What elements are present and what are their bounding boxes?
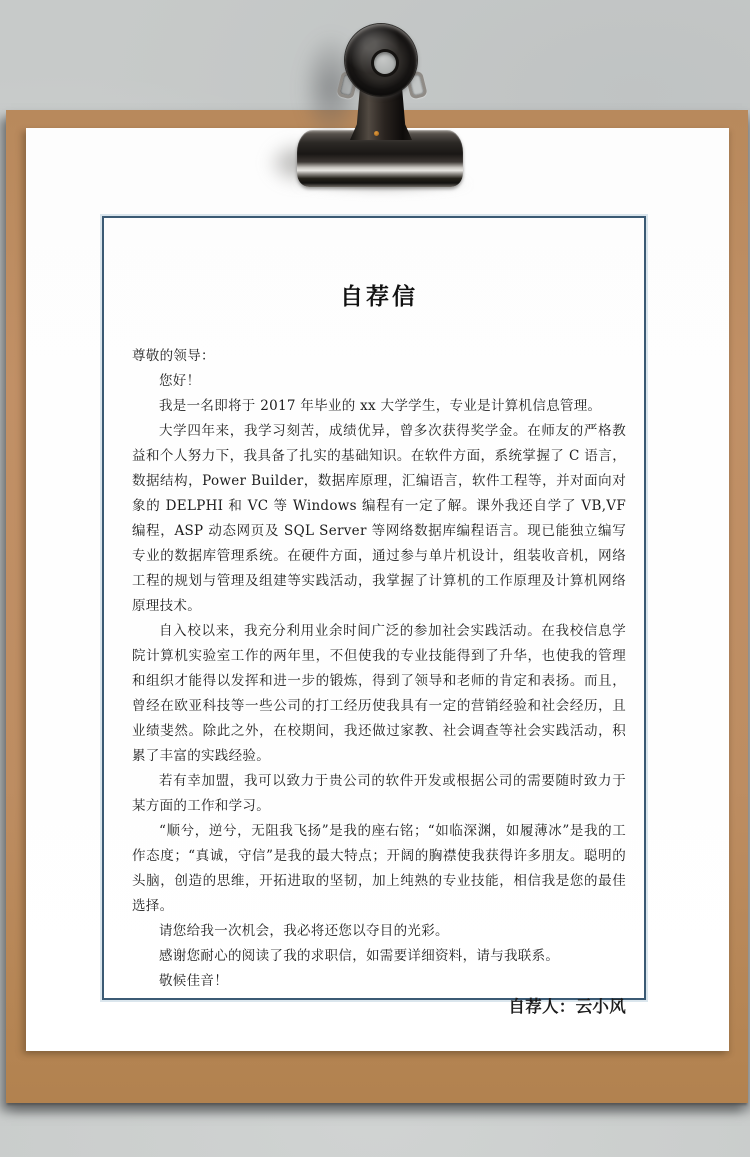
letter-signature: 自荐人：云小风 [508, 997, 626, 1016]
letter-paragraph: 若有幸加盟，我可以致力于贵公司的软件开发或根据公司的需要随时致力于某方面的工作和学习。 [132, 773, 626, 814]
letter-paragraph: 您好！ [159, 373, 201, 389]
letter-paragraph: 我是一名即将于 2017 年毕业的 xx 大学学生，专业是计算机信息管理。 [159, 398, 602, 414]
letter-salutation: 尊敬的领导： [132, 348, 215, 364]
clip-barrel-hole [374, 52, 396, 74]
clipboard [6, 110, 748, 1103]
clip-wire-loop-left [336, 70, 359, 99]
letter-paragraph: 自入校以来，我充分利用业余时间广泛的参加社会实践活动。在我校信息学院计算机实验室工作的两年里，不但使我的专业技能得到了升华，也使我的管理和组织才能得以发挥和进一步的锻炼，得到了领导和老师的肯定和表扬。而且，曾经在欧亚科技等一些公司的打工经历使我具有一定的营销经验和社会经历，且业绩斐然。除此之外，在校期间，我还做过家教、社会调查等社会实践活动，积累了丰富的实践经验。 [132, 623, 626, 764]
letter-paper [26, 128, 729, 1051]
letter-border-frame [102, 216, 646, 1016]
letter-paragraph: 请您给我一次机会，我必将还您以夺目的光彩。 [159, 923, 449, 939]
letter-paragraph: “顺兮，逆兮，无阻我飞扬”是我的座右铭；“如临深渊，如履薄冰”是我的工作态度；“真诚，守信”是我的最大特点；开阔的胸襟使我获得许多朋友。聪明的头脑，创造的思维，开拓进取的坚韧，加上纯熟的专业技能，相信我是您的最佳选择。 [132, 823, 626, 914]
letter-paragraph: 大学四年来，我学习刻苦，成绩优异，曾多次获得奖学金。在师友的严格教益和个人努力下，我具备了扎实的基础知识。在软件方面，系统掌握了 C 语言，数据结构，Power Builder，数据库原理，汇编语言，软件工程等，并对面向对象的 DELPHI 和 VC 等 Windows 编程有一定了解。课外我还自学了 VB,VF 编程，ASP 动态网页及 SQL Server 等网络数据库编程语言。现已能独立编写专业的数据库管理系统。在硬件方面，通过参与单片机设计，组装收音机，网络工程的规划与管理及组建等实践活动，我掌握了计算机的工作原理及计算机网络原理技术。 [132, 423, 626, 614]
clip-spring-barrel [345, 24, 417, 96]
clip-wire-loop-right [405, 70, 428, 99]
letter-paragraph: 感谢您耐心的阅读了我的求职信，如需要详细资料，请与我联系。 [159, 948, 560, 964]
letter-title: 自荐信 [340, 283, 418, 310]
letter-paragraph: 敬候佳音！ [159, 973, 228, 989]
